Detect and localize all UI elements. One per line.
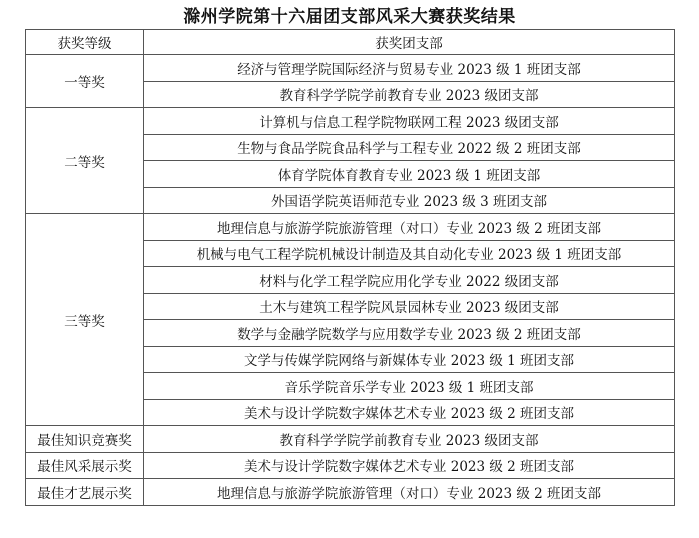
table-row xyxy=(26,108,675,135)
branch-cell: 生物与食品学院食品科学与工程专业 2022 级 2 班团支部 xyxy=(144,134,675,161)
award-results-table xyxy=(25,29,675,506)
branch-cell: 经济与管理学院国际经济与贸易专业 2023 级 1 班团支部 xyxy=(144,55,675,82)
branch-cell: 地理信息与旅游学院旅游管理（对口）专业 2023 级 2 班团支部 xyxy=(144,479,675,506)
award-level-cell: 最佳风采展示奖 xyxy=(26,452,144,479)
branch-cell: 地理信息与旅游学院旅游管理（对口）专业 2023 级 2 班团支部 xyxy=(144,214,675,241)
branch-cell: 土木与建筑工程学院风景园林专业 2023 级团支部 xyxy=(144,293,675,320)
table-row xyxy=(26,214,675,241)
award-level-cell: 一等奖 xyxy=(26,55,144,108)
branch-cell: 音乐学院音乐学专业 2023 级 1 班团支部 xyxy=(144,373,675,400)
branch-cell: 数学与金融学院数学与应用数学专业 2023 级 2 班团支部 xyxy=(144,320,675,347)
branch-cell: 美术与设计学院数字媒体艺术专业 2023 级 2 班团支部 xyxy=(144,399,675,426)
table-row xyxy=(26,55,675,82)
award-level-cell: 最佳知识竞赛奖 xyxy=(26,426,144,453)
award-level-cell: 二等奖 xyxy=(26,108,144,214)
branch-cell: 教育科学学院学前教育专业 2023 级团支部 xyxy=(144,426,675,453)
award-level-cell: 最佳才艺展示奖 xyxy=(26,479,144,506)
table-header-row xyxy=(26,30,675,55)
branch-cell: 机械与电气工程学院机械设计制造及其自动化专业 2023 级 1 班团支部 xyxy=(144,240,675,267)
award-level-cell: 三等奖 xyxy=(26,214,144,426)
table-row xyxy=(26,426,675,453)
branch-cell: 体育学院体育教育专业 2023 级 1 班团支部 xyxy=(144,161,675,188)
branch-cell: 材料与化学工程学院应用化学专业 2022 级团支部 xyxy=(144,267,675,294)
header-award-level: 获奖等级 xyxy=(26,30,144,55)
table-row xyxy=(26,479,675,506)
header-branch: 获奖团支部 xyxy=(144,30,675,55)
branch-cell: 计算机与信息工程学院物联网工程 2023 级团支部 xyxy=(144,108,675,135)
branch-cell: 美术与设计学院数字媒体艺术专业 2023 级 2 班团支部 xyxy=(144,452,675,479)
branch-cell: 外国语学院英语师范专业 2023 级 3 班团支部 xyxy=(144,187,675,214)
page-title: 滁州学院第十六届团支部风采大赛获奖结果 xyxy=(183,7,516,27)
branch-cell: 教育科学学院学前教育专业 2023 级团支部 xyxy=(144,81,675,108)
table-row xyxy=(26,452,675,479)
branch-cell: 文学与传媒学院网络与新媒体专业 2023 级 1 班团支部 xyxy=(144,346,675,373)
